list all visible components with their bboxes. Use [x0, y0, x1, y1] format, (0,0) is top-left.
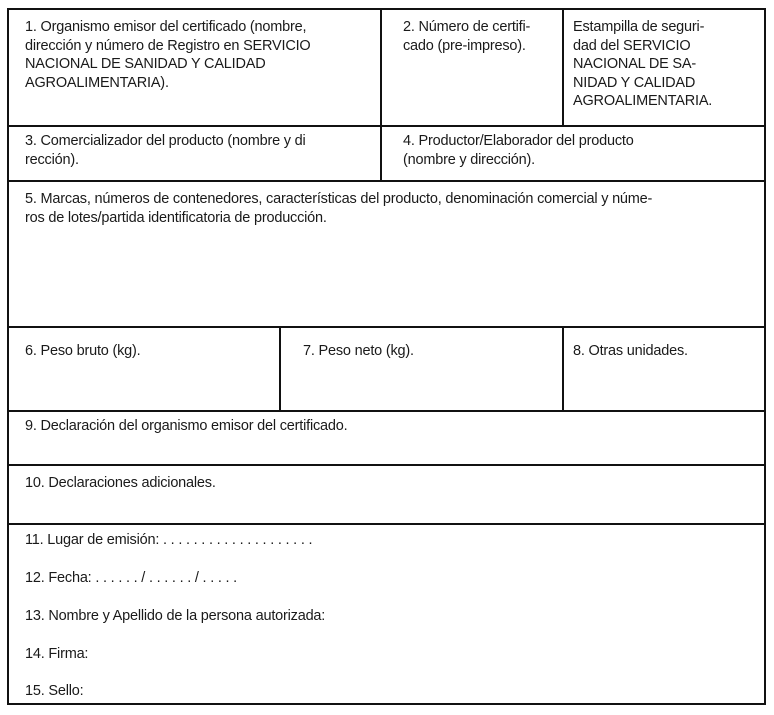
row-divider: [9, 464, 764, 466]
column-divider: [562, 326, 564, 412]
field-14-signature[interactable]: 14. Firma:: [25, 646, 89, 662]
column-divider: [279, 326, 281, 412]
row-divider: [9, 125, 764, 127]
row-divider: [9, 410, 764, 412]
field-11-place-of-issue[interactable]: 11. Lugar de emisión: . . . . . . . . . . . . . . . . . . . .: [25, 532, 313, 548]
field-3-marketer[interactable]: 3. Comercializador del producto (nombre y di rección).: [25, 133, 306, 168]
row-divider: [9, 326, 764, 328]
field-8-other-units[interactable]: 8. Otras unidades.: [573, 343, 688, 359]
column-divider: [562, 10, 564, 127]
field-4-producer[interactable]: 4. Productor/Elaborador del producto (nombre y dirección).: [403, 133, 634, 168]
field-6-gross-weight[interactable]: 6. Peso bruto (kg).: [25, 343, 141, 359]
field-2-certificate-number[interactable]: 2. Número de certifi- cado (pre-impreso).: [403, 19, 531, 54]
field-1-issuing-body[interactable]: 1. Organismo emisor del certificado (nombre, dirección y número de Registro en SERVICIO NACIONAL DE SANIDAD Y CALIDAD AGROALIMENTARIA).: [25, 19, 311, 91]
security-stamp: Estampilla de seguri- dad del SERVICIO NACIONAL DE SA- NIDAD Y CALIDAD AGROALIMENTARIA.: [573, 19, 713, 109]
certificate-form: [7, 8, 766, 705]
field-13-authorized-person-name[interactable]: 13. Nombre y Apellido de la persona autorizada:: [25, 608, 326, 624]
row-divider: [9, 180, 764, 182]
field-5-product-details[interactable]: 5. Marcas, números de contenedores, características del producto, denominación comercial y núme- ros de lotes/partida identificatoria de producción.: [25, 191, 653, 226]
field-7-net-weight[interactable]: 7. Peso neto (kg).: [303, 343, 414, 359]
row-divider: [9, 523, 764, 525]
field-9-issuer-declaration[interactable]: 9. Declaración del organismo emisor del certificado.: [25, 418, 348, 434]
field-15-seal[interactable]: 15. Sello:: [25, 683, 84, 699]
column-divider: [380, 10, 382, 182]
field-12-date[interactable]: 12. Fecha: . . . . . . / . . . . . . / . . . . .: [25, 570, 237, 586]
field-10-additional-declarations[interactable]: 10. Declaraciones adicionales.: [25, 475, 216, 491]
